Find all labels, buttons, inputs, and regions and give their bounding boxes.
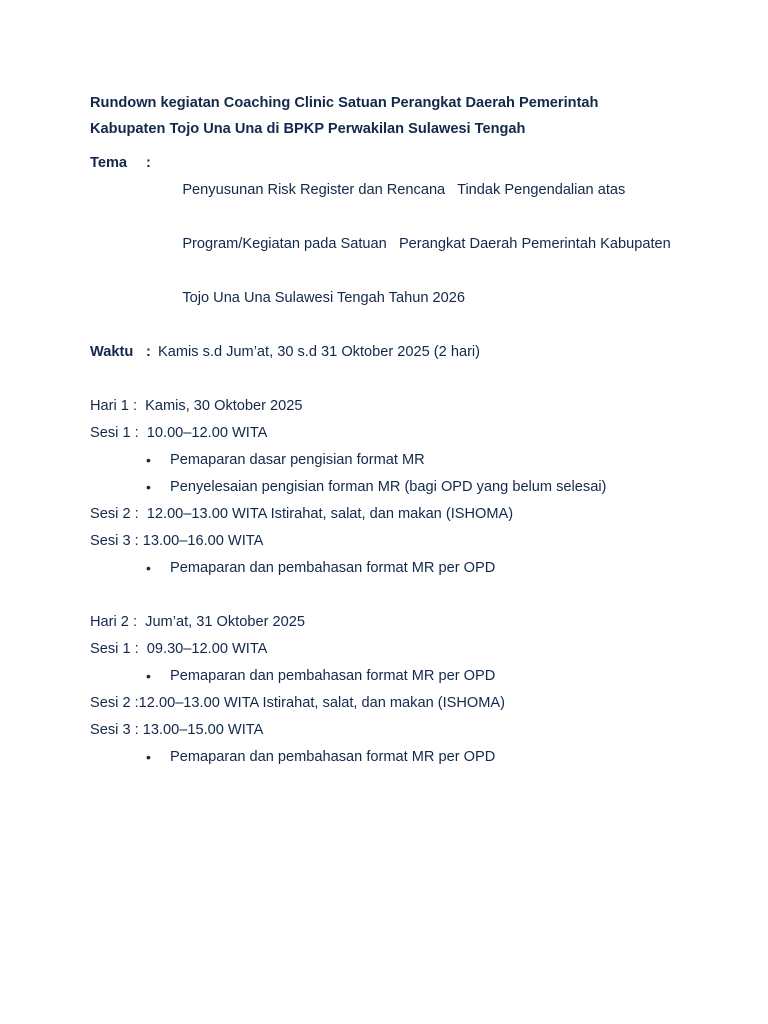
list-item-text: Pemaparan dan pembahasan format MR per OPD <box>170 749 496 765</box>
hari-2-sesi-3: Sesi 3 : 13.00–15.00 WITA <box>90 722 264 738</box>
waktu-label: Waktu <box>90 344 134 360</box>
hari-2-sesi-1: Sesi 1 : 09.30–12.00 WITA <box>90 641 268 657</box>
list-item <box>90 663 690 690</box>
list-item <box>90 744 690 771</box>
bullet-icon: • <box>146 668 151 684</box>
list-item-text: Pemaparan dasar pengisian format MR <box>170 452 425 468</box>
bullet-icon: • <box>146 560 151 576</box>
waktu-value: Kamis s.d Jum’at, 30 s.d 31 Oktober 2025 (2 hari) <box>158 344 481 360</box>
hari-1-sesi-1-list <box>90 447 690 501</box>
bullet-icon: • <box>146 479 151 495</box>
tema-value <box>158 150 690 339</box>
bullet-icon: • <box>146 749 151 765</box>
list-item <box>90 447 690 474</box>
hari-2-sesi-2: Sesi 2 :12.00–13.00 WITA Istirahat, salat, dan makan (ISHOMA) <box>90 695 506 711</box>
hari-1-sesi-1: Sesi 1 : 10.00–12.00 WITA <box>90 425 268 441</box>
tema-row <box>90 150 690 339</box>
waktu-colon: : <box>146 344 151 360</box>
hari-1-sesi-2: Sesi 2 : 12.00–13.00 WITA Istirahat, salat, dan makan (ISHOMA) <box>90 506 514 522</box>
hari-2-section <box>90 609 690 771</box>
list-item <box>90 555 690 582</box>
list-item-text: Pemaparan dan pembahasan format MR per OPD <box>170 560 496 576</box>
title-line-1: Rundown kegiatan Coaching Clinic Satuan Perangkat Daerah Pemerintah <box>90 95 599 111</box>
hari-2-sesi-1-list <box>90 663 690 690</box>
list-item <box>90 474 690 501</box>
document-title <box>90 90 690 142</box>
hari-2-header: Hari 2 : Jum’at, 31 Oktober 2025 <box>90 614 305 630</box>
hari-1-sesi-3-list <box>90 555 690 582</box>
document-page <box>90 90 690 771</box>
tema-label: Tema <box>90 155 128 171</box>
list-item-text: Pemaparan dan pembahasan format MR per OPD <box>170 668 496 684</box>
list-item-text: Penyelesaian pengisian forman MR (bagi OPD yang belum selesai) <box>170 479 607 495</box>
hari-1-sesi-3: Sesi 3 : 13.00–16.00 WITA <box>90 533 264 549</box>
tema-colon: : <box>146 155 151 171</box>
tema-value-line-3: Tojo Una Una Sulawesi Tengah Tahun 2026 <box>182 290 465 306</box>
title-line-2: Kabupaten Tojo Una Una di BPKP Perwakilan Sulawesi Tengah <box>90 121 526 137</box>
waktu-row <box>90 339 690 366</box>
hari-1-section <box>90 393 690 582</box>
tema-value-line-2: Program/Kegiatan pada Satuan Perangkat Daerah Pemerintah Kabupaten <box>182 236 671 252</box>
hari-2-sesi-3-list <box>90 744 690 771</box>
hari-1-header: Hari 1 : Kamis, 30 Oktober 2025 <box>90 398 303 414</box>
bullet-icon: • <box>146 452 151 468</box>
tema-value-line-1: Penyusunan Risk Register dan Rencana Tindak Pengendalian atas <box>182 182 626 198</box>
